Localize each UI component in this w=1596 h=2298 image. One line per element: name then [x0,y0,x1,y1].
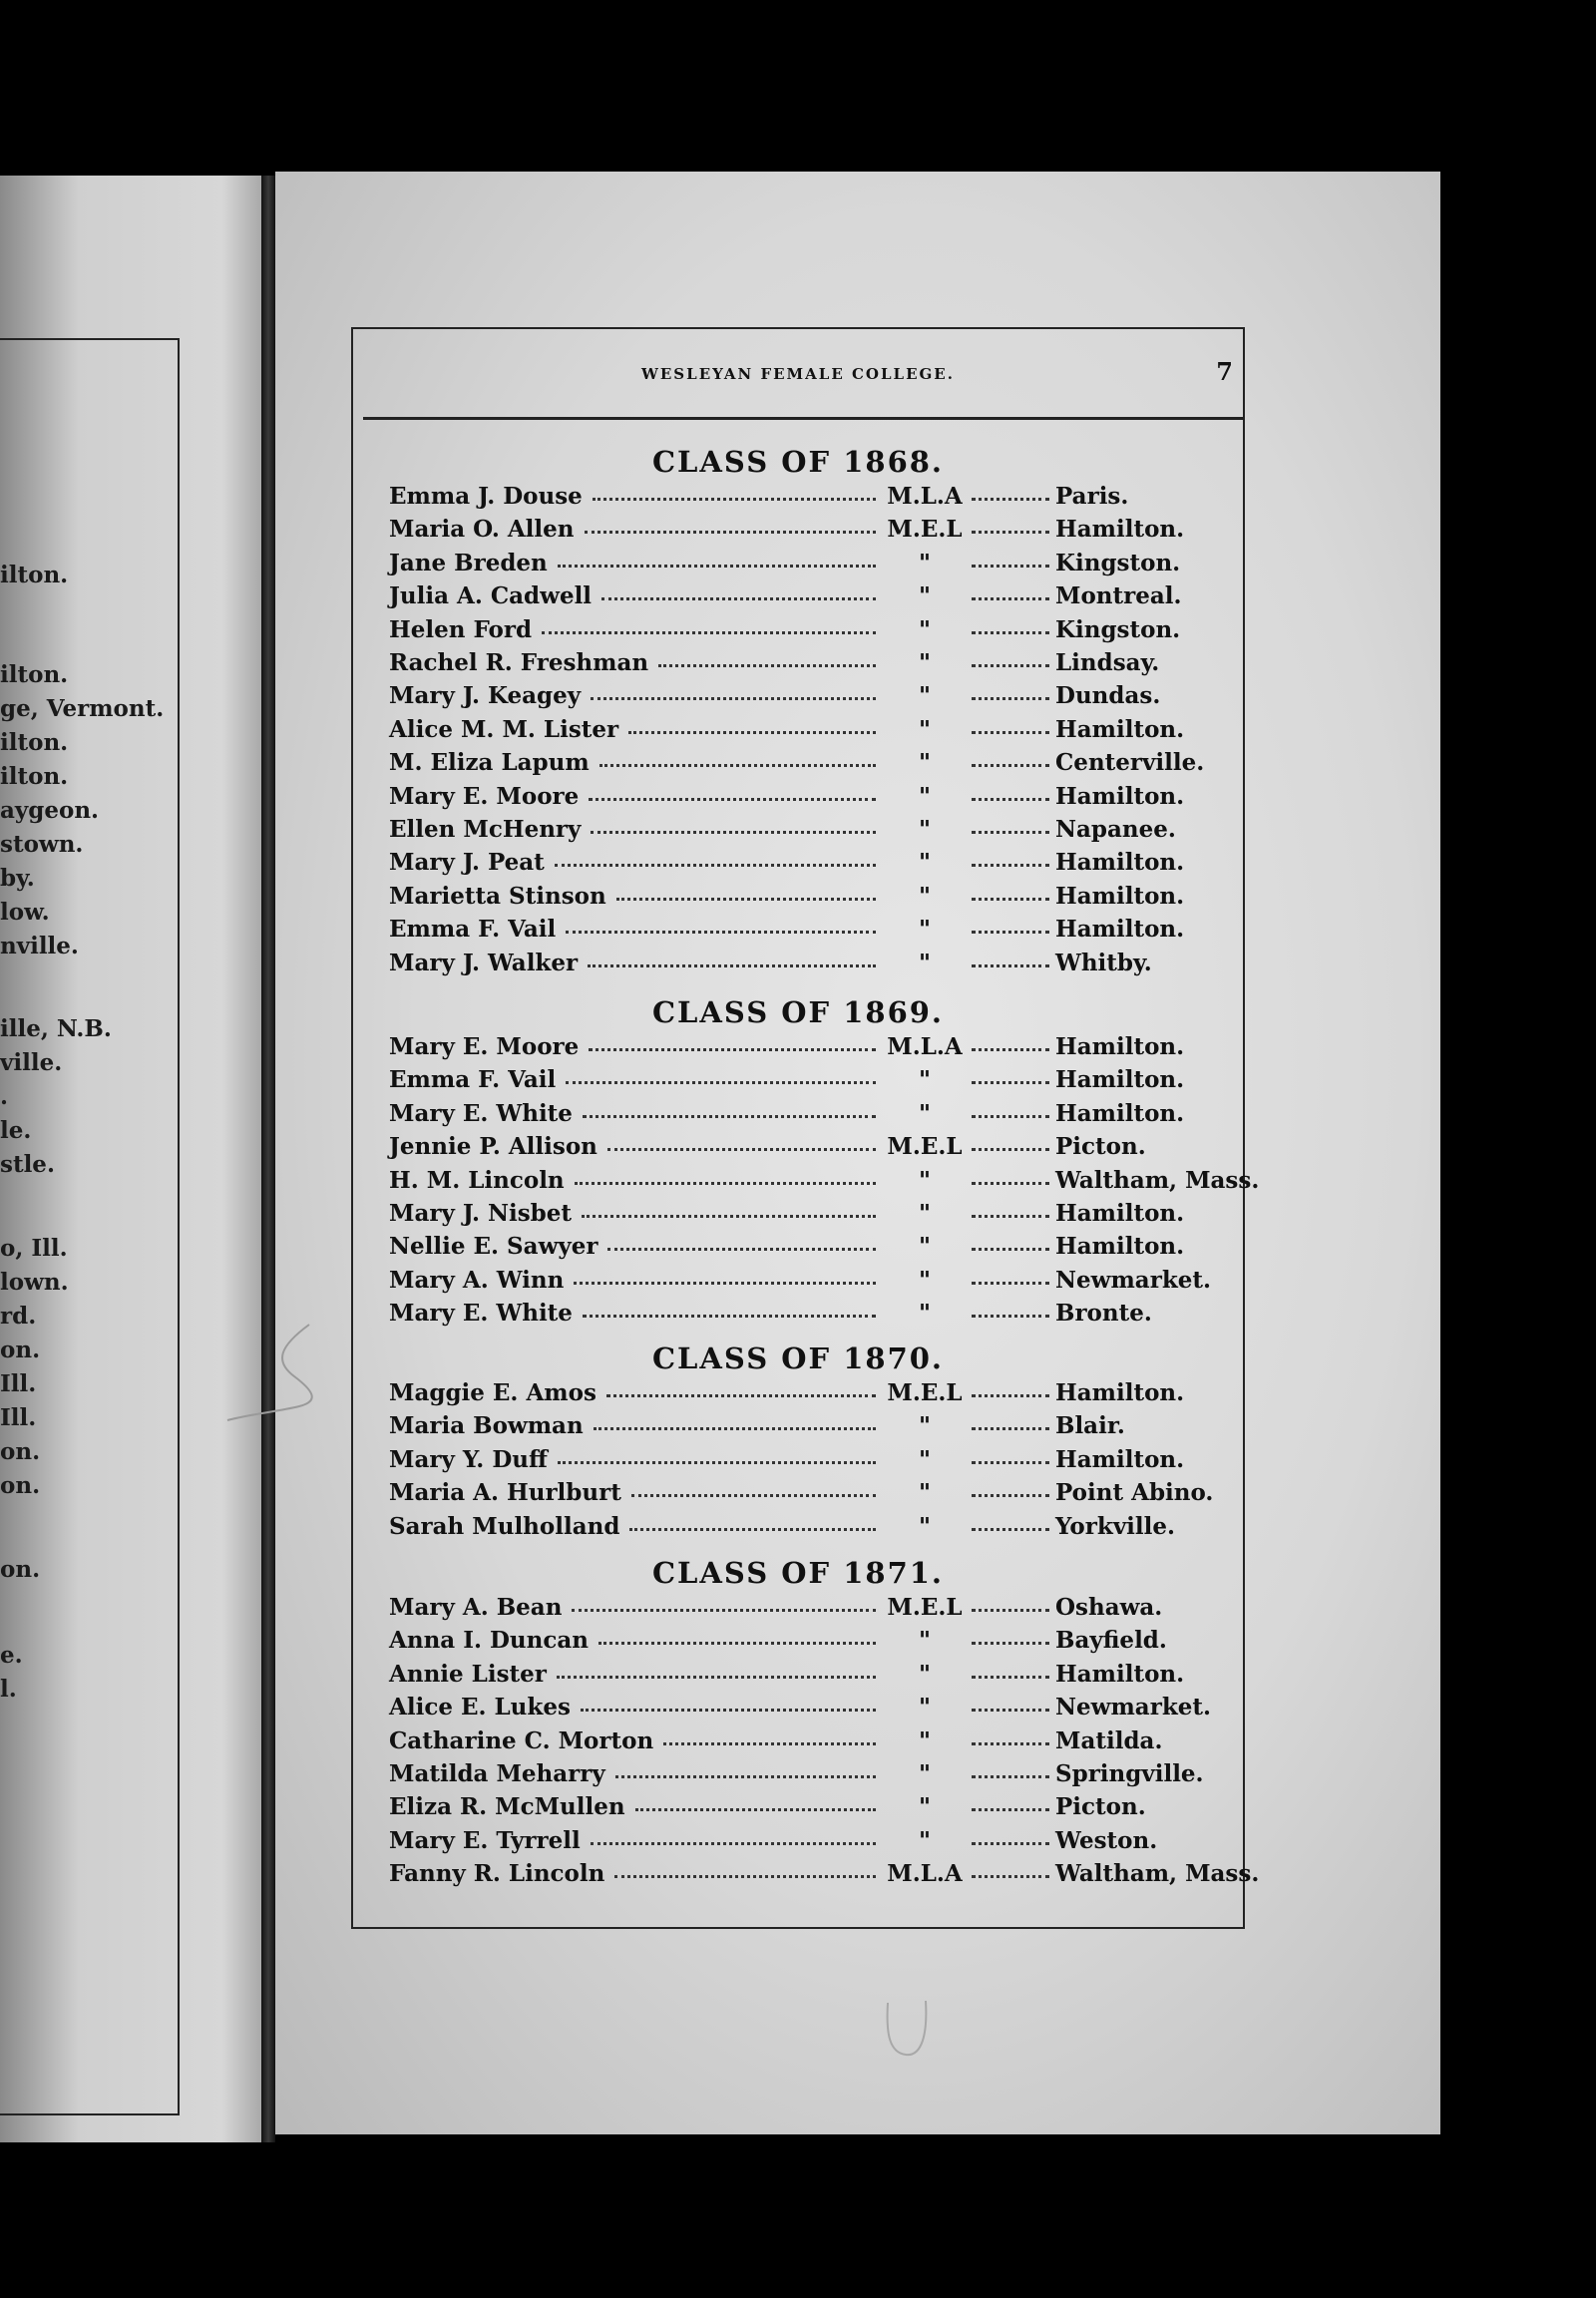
hometown: Hamilton. [1055,849,1185,877]
graduate-row [389,1692,1217,1724]
hometown: Hamilton. [1055,1033,1185,1060]
class-heading: CLASS OF 1868. [651,445,945,479]
leader-dots [972,565,1049,568]
graduate-name: Sarah Mulholland [389,1512,620,1540]
pencil-mark-squiggle [219,1317,339,1426]
hometown: Newmarket. [1055,1266,1212,1294]
graduate-name: Fanny R. Lincoln [389,1860,605,1888]
leader-dots [591,1842,876,1845]
graduate-name: Mary E. Moore [389,1033,580,1060]
leader-dots [594,1427,876,1430]
graduate-name: Nellie E. Sawyer [389,1233,598,1261]
leader-dots [972,498,1049,501]
hometown: Matilda. [1055,1726,1163,1754]
degree: " [919,882,931,910]
graduate-row [389,1131,1217,1163]
leader-dots [972,964,1049,967]
degree: " [919,615,931,643]
leader-dots [566,931,876,934]
graduate-row [389,1410,1217,1442]
degree: " [919,1726,931,1754]
graduate-row [389,1265,1217,1297]
left-page-fragment: le. [0,1117,32,1144]
hometown: Picton. [1055,1793,1146,1821]
leader-dots [589,798,876,801]
leader-dots [566,1081,876,1084]
graduate-name: Maggie E. Amos [389,1379,597,1406]
hometown: Hamilton. [1055,882,1185,910]
leader-dots [972,1315,1049,1318]
left-page-fragment: . [0,1083,9,1110]
graduate-row [389,1791,1217,1823]
leader-dots [972,697,1049,700]
leader-dots [972,1609,1049,1612]
leader-dots [972,1427,1049,1430]
graduate-name: Annie Lister [389,1660,547,1688]
graduate-row [389,1031,1217,1063]
left-page-fragment: by. [0,865,35,892]
graduate-row [389,914,1217,946]
degree: " [919,1694,931,1722]
leader-dots [585,531,876,534]
leader-dots [557,1676,876,1679]
degree: M.L.A [887,483,963,510]
graduate-row [389,747,1217,779]
hometown: Waltham, Mass. [1055,1166,1260,1194]
hometown: Lindsay. [1055,649,1160,676]
graduate-name: Rachel R. Freshman [389,649,649,676]
graduate-row [389,814,1217,846]
degree: " [919,1200,931,1227]
graduate-name: Maria Bowman [389,1412,584,1440]
graduate-name: Mary J. Keagey [389,682,582,710]
graduate-name: Maria O. Allen [389,516,575,544]
degree: " [919,749,931,777]
leader-dots [972,1528,1049,1531]
degree: " [919,1233,931,1261]
leader-dots [589,1048,876,1051]
degree: M.E.L [887,516,963,544]
degree: " [919,649,931,676]
leader-dots [972,597,1049,600]
left-facing-page [0,176,261,2142]
leader-dots [972,1182,1049,1185]
leader-dots [972,798,1049,801]
pencil-mark-u [878,1995,938,2065]
leader-dots [972,531,1049,534]
leader-dots [591,831,876,834]
degree: " [919,816,931,843]
leader-dots [558,1461,876,1464]
degree: " [919,1412,931,1440]
leader-dots [582,1215,876,1218]
leader-dots [972,1642,1049,1645]
graduate-row [389,1165,1260,1197]
degree: " [919,582,931,610]
hometown: Kingston. [1055,615,1181,643]
graduate-row [389,680,1217,712]
degree: " [919,682,931,710]
leader-dots [972,664,1049,667]
leader-dots [972,1215,1049,1218]
page-number: 7 [1216,357,1233,386]
left-page-fragment: ville. [0,1049,63,1076]
hometown: Hamilton. [1055,916,1185,944]
graduate-row [389,1725,1217,1757]
left-page-fragment: Ill. [0,1370,37,1397]
degree: " [919,1099,931,1127]
hometown: Point Abino. [1055,1479,1214,1507]
running-head: WESLEYAN FEMALE COLLEGE. [641,365,955,383]
leader-dots [572,1609,876,1612]
degree: M.E.L [887,1594,963,1621]
left-page-fragment: l. [0,1676,17,1703]
left-page-fragment: nville. [0,933,79,959]
graduate-row [389,881,1217,913]
graduate-name: Mary E. Tyrrell [389,1826,581,1854]
hometown: Dundas. [1055,682,1161,710]
hometown: Waltham, Mass. [1055,1860,1260,1888]
hometown: Paris. [1055,483,1129,510]
degree: " [919,1627,931,1655]
leader-dots [972,1875,1049,1878]
left-page-fragment: aygeon. [0,797,100,824]
hometown: Hamilton. [1055,1445,1185,1473]
graduate-name: Mary E. White [389,1099,573,1127]
leader-dots [972,1282,1049,1285]
graduate-row [389,1511,1217,1543]
graduate-row [389,847,1217,879]
hometown: Kingston. [1055,549,1181,576]
leader-dots [593,498,876,501]
leader-dots [972,1808,1049,1811]
leader-dots [629,1528,876,1531]
hometown: Hamilton. [1055,715,1185,743]
leader-dots [972,631,1049,634]
graduate-row [389,647,1217,679]
hometown: Whitby. [1055,949,1152,976]
leader-dots [972,731,1049,734]
graduate-row [389,1064,1217,1096]
graduate-name: Catharine C. Morton [389,1726,654,1754]
graduate-row [389,1477,1217,1509]
page-7 [275,172,1440,2134]
graduate-row [389,781,1217,813]
left-page-fragment: o, Ill. [0,1235,68,1262]
left-page-fragment: ilton. [0,729,69,756]
left-page-fragment: ilton. [0,763,69,790]
left-page-fragment: on. [0,1337,41,1363]
leader-dots [972,1081,1049,1084]
class-heading: CLASS OF 1871. [651,1556,945,1590]
hometown: Hamilton. [1055,782,1185,810]
leader-dots [583,1115,876,1118]
class-heading: CLASS OF 1869. [651,995,945,1029]
leader-dots [555,864,876,867]
leader-dots [972,1248,1049,1251]
leader-dots [635,1808,876,1811]
degree: " [919,1300,931,1328]
leader-dots [614,1875,876,1878]
graduate-name: Emma J. Douse [389,483,583,510]
graduate-name: Marietta Stinson [389,882,606,910]
graduate-name: Ellen McHenry [389,816,582,843]
graduate-row [389,1758,1217,1790]
hometown: Hamilton. [1055,1379,1185,1406]
class-heading: CLASS OF 1870. [651,1341,945,1375]
hometown: Bronte. [1055,1300,1152,1328]
leader-dots [615,1775,876,1778]
hometown: Hamilton. [1055,1233,1185,1261]
leader-dots [599,764,876,767]
hometown: Oshawa. [1055,1594,1163,1621]
graduate-row [389,1592,1217,1624]
graduate-name: Anna I. Duncan [389,1627,589,1655]
hometown: Hamilton. [1055,1200,1185,1227]
hometown: Hamilton. [1055,1099,1185,1127]
degree: " [919,1445,931,1473]
graduate-name: Mary J. Peat [389,849,545,877]
hometown: Springville. [1055,1760,1204,1787]
leader-dots [972,1676,1049,1679]
leader-dots [972,831,1049,834]
left-page-fragment: lown. [0,1269,69,1296]
graduate-name: Jennie P. Allison [389,1133,598,1161]
left-page-fragment: on. [0,1556,41,1583]
page-frame [351,327,1260,1929]
book-spine [261,176,275,2142]
graduate-row [389,1298,1217,1330]
left-page-frame [0,338,180,2115]
leader-dots [542,631,876,634]
degree: " [919,849,931,877]
hometown: Weston. [1055,1826,1158,1854]
leader-dots [972,1394,1049,1397]
degree: M.L.A [887,1860,963,1888]
graduate-name: Mary Y. Duff [389,1445,548,1473]
left-page-fragment: on. [0,1438,41,1465]
graduate-row [389,514,1217,546]
leader-dots [972,931,1049,934]
leader-dots [601,597,876,600]
leader-dots [972,1742,1049,1745]
degree: " [919,949,931,976]
leader-dots [972,1048,1049,1051]
graduate-row [389,1444,1217,1476]
leader-dots [663,1742,876,1745]
graduate-row [389,1098,1217,1130]
left-page-fragment: stown. [0,831,84,858]
graduate-name: Helen Ford [389,615,533,643]
degree: " [919,1266,931,1294]
graduate-name: Emma F. Vail [389,916,557,944]
degree: " [919,782,931,810]
hometown: Hamilton. [1055,516,1185,544]
left-page-fragment: ge, Vermont. [0,695,165,722]
degree: " [919,1826,931,1854]
leader-dots [598,1642,876,1645]
hometown: Montreal. [1055,582,1182,610]
graduate-row [389,548,1217,579]
leader-dots [972,898,1049,901]
graduate-name: Mary J. Nisbet [389,1200,573,1227]
degree: " [919,1479,931,1507]
leader-dots [616,898,876,901]
degree: " [919,549,931,576]
degree: " [919,1066,931,1094]
graduate-row [389,948,1217,979]
left-page-fragment: low. [0,899,50,926]
hometown: Hamilton. [1055,1066,1185,1094]
graduate-row [389,1858,1260,1890]
degree: " [919,1512,931,1540]
left-page-fragment: stle. [0,1151,55,1178]
leader-dots [606,1394,876,1397]
left-page-fragment: ilton. [0,661,69,688]
graduate-row [389,1659,1217,1691]
graduate-name: H. M. Lincoln [389,1166,565,1194]
graduate-name: Matilda Meharry [389,1760,605,1787]
degree: M.L.A [887,1033,963,1060]
leader-dots [972,1494,1049,1497]
left-page-fragment: ilton. [0,562,69,588]
degree: " [919,916,931,944]
degree: " [919,1760,931,1787]
graduate-row [389,1377,1217,1409]
hometown: Napanee. [1055,816,1176,843]
leader-dots [972,764,1049,767]
graduate-name: Mary J. Walker [389,949,579,976]
graduate-name: Mary A. Winn [389,1266,565,1294]
graduate-row [389,580,1217,612]
degree: " [919,1166,931,1194]
graduate-row [389,714,1217,746]
graduate-name: Eliza R. McMullen [389,1793,625,1821]
hometown: Bayfield. [1055,1627,1167,1655]
leader-dots [972,1775,1049,1778]
graduate-name: Jane Breden [389,549,548,576]
left-page-fragment: Ill. [0,1404,37,1431]
degree: M.E.L [887,1133,963,1161]
left-page-fragment: ille, N.B. [0,1015,112,1042]
graduate-name: Julia A. Cadwell [389,582,593,610]
leader-dots [607,1148,876,1151]
left-page-fragment: on. [0,1472,41,1499]
degree: M.E.L [887,1379,963,1406]
degree: " [919,715,931,743]
leader-dots [574,1282,876,1285]
leader-dots [591,697,876,700]
leader-dots [628,731,876,734]
graduate-row [389,1231,1217,1263]
graduate-row [389,1198,1217,1230]
graduate-row [389,481,1217,513]
left-page-fragment: e. [0,1642,23,1669]
leader-dots [581,1709,876,1712]
leader-dots [972,1842,1049,1845]
graduate-row [389,1625,1217,1657]
graduate-name: Mary A. Bean [389,1594,563,1621]
hometown: Yorkville. [1055,1512,1176,1540]
leader-dots [972,1461,1049,1464]
hometown: Centerville. [1055,749,1205,777]
leader-dots [558,565,876,568]
header-rule [363,417,1243,420]
graduate-name: Mary E. White [389,1300,573,1328]
leader-dots [972,1115,1049,1118]
leader-dots [658,664,876,667]
degree: " [919,1793,931,1821]
graduate-name: Alice M. M. Lister [389,715,619,743]
hometown: Picton. [1055,1133,1146,1161]
leader-dots [972,1148,1049,1151]
leader-dots [972,1709,1049,1712]
leader-dots [575,1182,876,1185]
graduate-name: M. Eliza Lapum [389,749,590,777]
graduate-name: Alice E. Lukes [389,1694,571,1722]
graduate-row [389,1825,1217,1857]
graduate-name: Mary E. Moore [389,782,580,810]
leader-dots [588,964,876,967]
hometown: Blair. [1055,1412,1125,1440]
graduate-row [389,614,1217,646]
leader-dots [607,1248,876,1251]
graduate-name: Maria A. Hurlburt [389,1479,621,1507]
left-page-fragment: rd. [0,1303,37,1330]
hometown: Hamilton. [1055,1660,1185,1688]
leader-dots [972,864,1049,867]
graduate-name: Emma F. Vail [389,1066,557,1094]
leader-dots [583,1315,876,1318]
degree: " [919,1660,931,1688]
leader-dots [631,1494,876,1497]
hometown: Newmarket. [1055,1694,1212,1722]
